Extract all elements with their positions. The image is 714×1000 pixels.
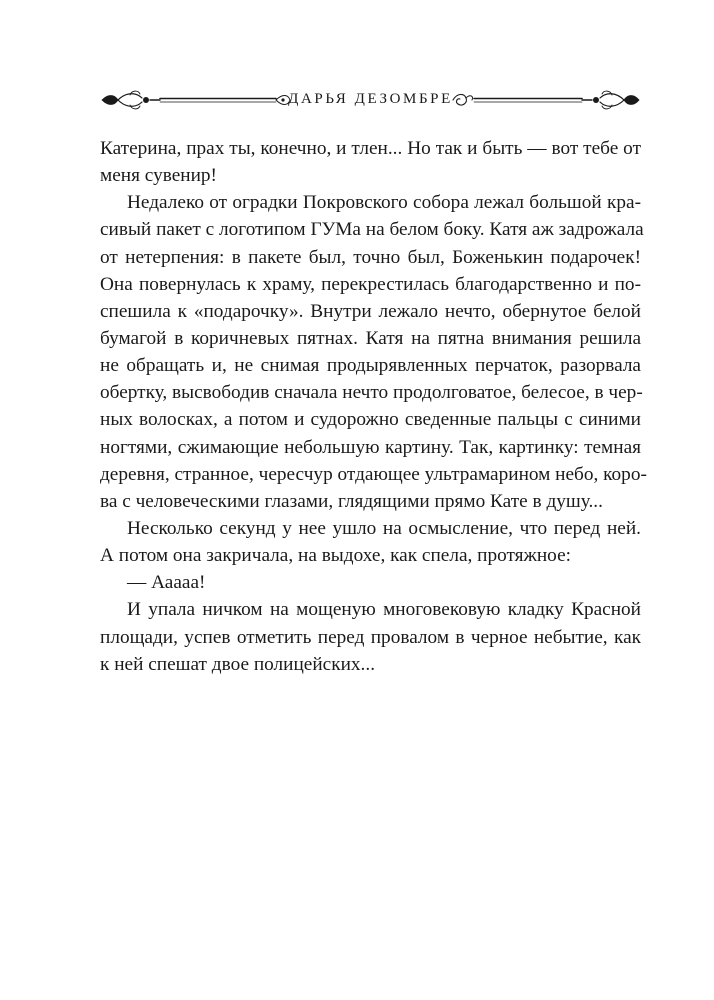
running-title: ДАРЬЯ ДЕЗОМБРЕ: [288, 91, 453, 107]
text-line: Недалеко от оградки Покровского собора лежал большой кра-: [127, 192, 641, 214]
text-line: бумагой в коричневых пятнах. Катя на пятна внимания решила: [100, 327, 641, 349]
dialogue-line: — Ааааа!: [127, 572, 206, 594]
text-line: меня сувенир!: [100, 165, 217, 187]
text-line: А потом она закричала, на выдохе, как спела, протяжное:: [100, 545, 571, 567]
text-line: И упала ничком на мощеную многовековую кладку Красной: [127, 599, 641, 621]
text-line: Она повернулась к храму, перекрестилась благодарственно и по-: [100, 273, 641, 295]
text-line: от нетерпения: в пакете был, точно был, Боженькин подарочек!: [100, 246, 641, 268]
text-line: площади, успев отметить перед провалом в черное небытие, как: [100, 626, 641, 648]
text-line: ных волосках, а потом и судорожно сведенные пальцы с синими: [100, 409, 641, 431]
chapter-text: [100, 135, 647, 678]
text-line: обертку, высвободив сначала нечто продолговатое, белесое, в чер-: [100, 382, 643, 404]
text-line: деревня, странное, чересчур отдающее ультрамарином небо, коро-: [100, 463, 647, 485]
text-line: не обращать и, не снимая продырявленных перчаток, разорвала: [100, 355, 641, 377]
text-line: Несколько секунд у нее ушло на осмысление, что перед ней.: [127, 517, 641, 539]
text-line: ва с человеческими глазами, глядящими прямо Кате в душу...: [100, 490, 603, 512]
text-line: ногтями, сжимающие небольшую картину. Так, картинку: темная: [100, 436, 641, 458]
running-header: [100, 86, 641, 114]
text-line: к ней спешат двое полицейских...: [100, 653, 376, 675]
text-line: сивый пакет с логотипом ГУМа на белом боку. Катя аж задрожала: [100, 219, 644, 241]
text-line: спешила к «подарочку». Внутри лежало нечто, обернутое белой: [100, 300, 641, 322]
text-line: Катерина, прах ты, конечно, и тлен... Но так и быть — вот тебе от: [100, 138, 641, 159]
